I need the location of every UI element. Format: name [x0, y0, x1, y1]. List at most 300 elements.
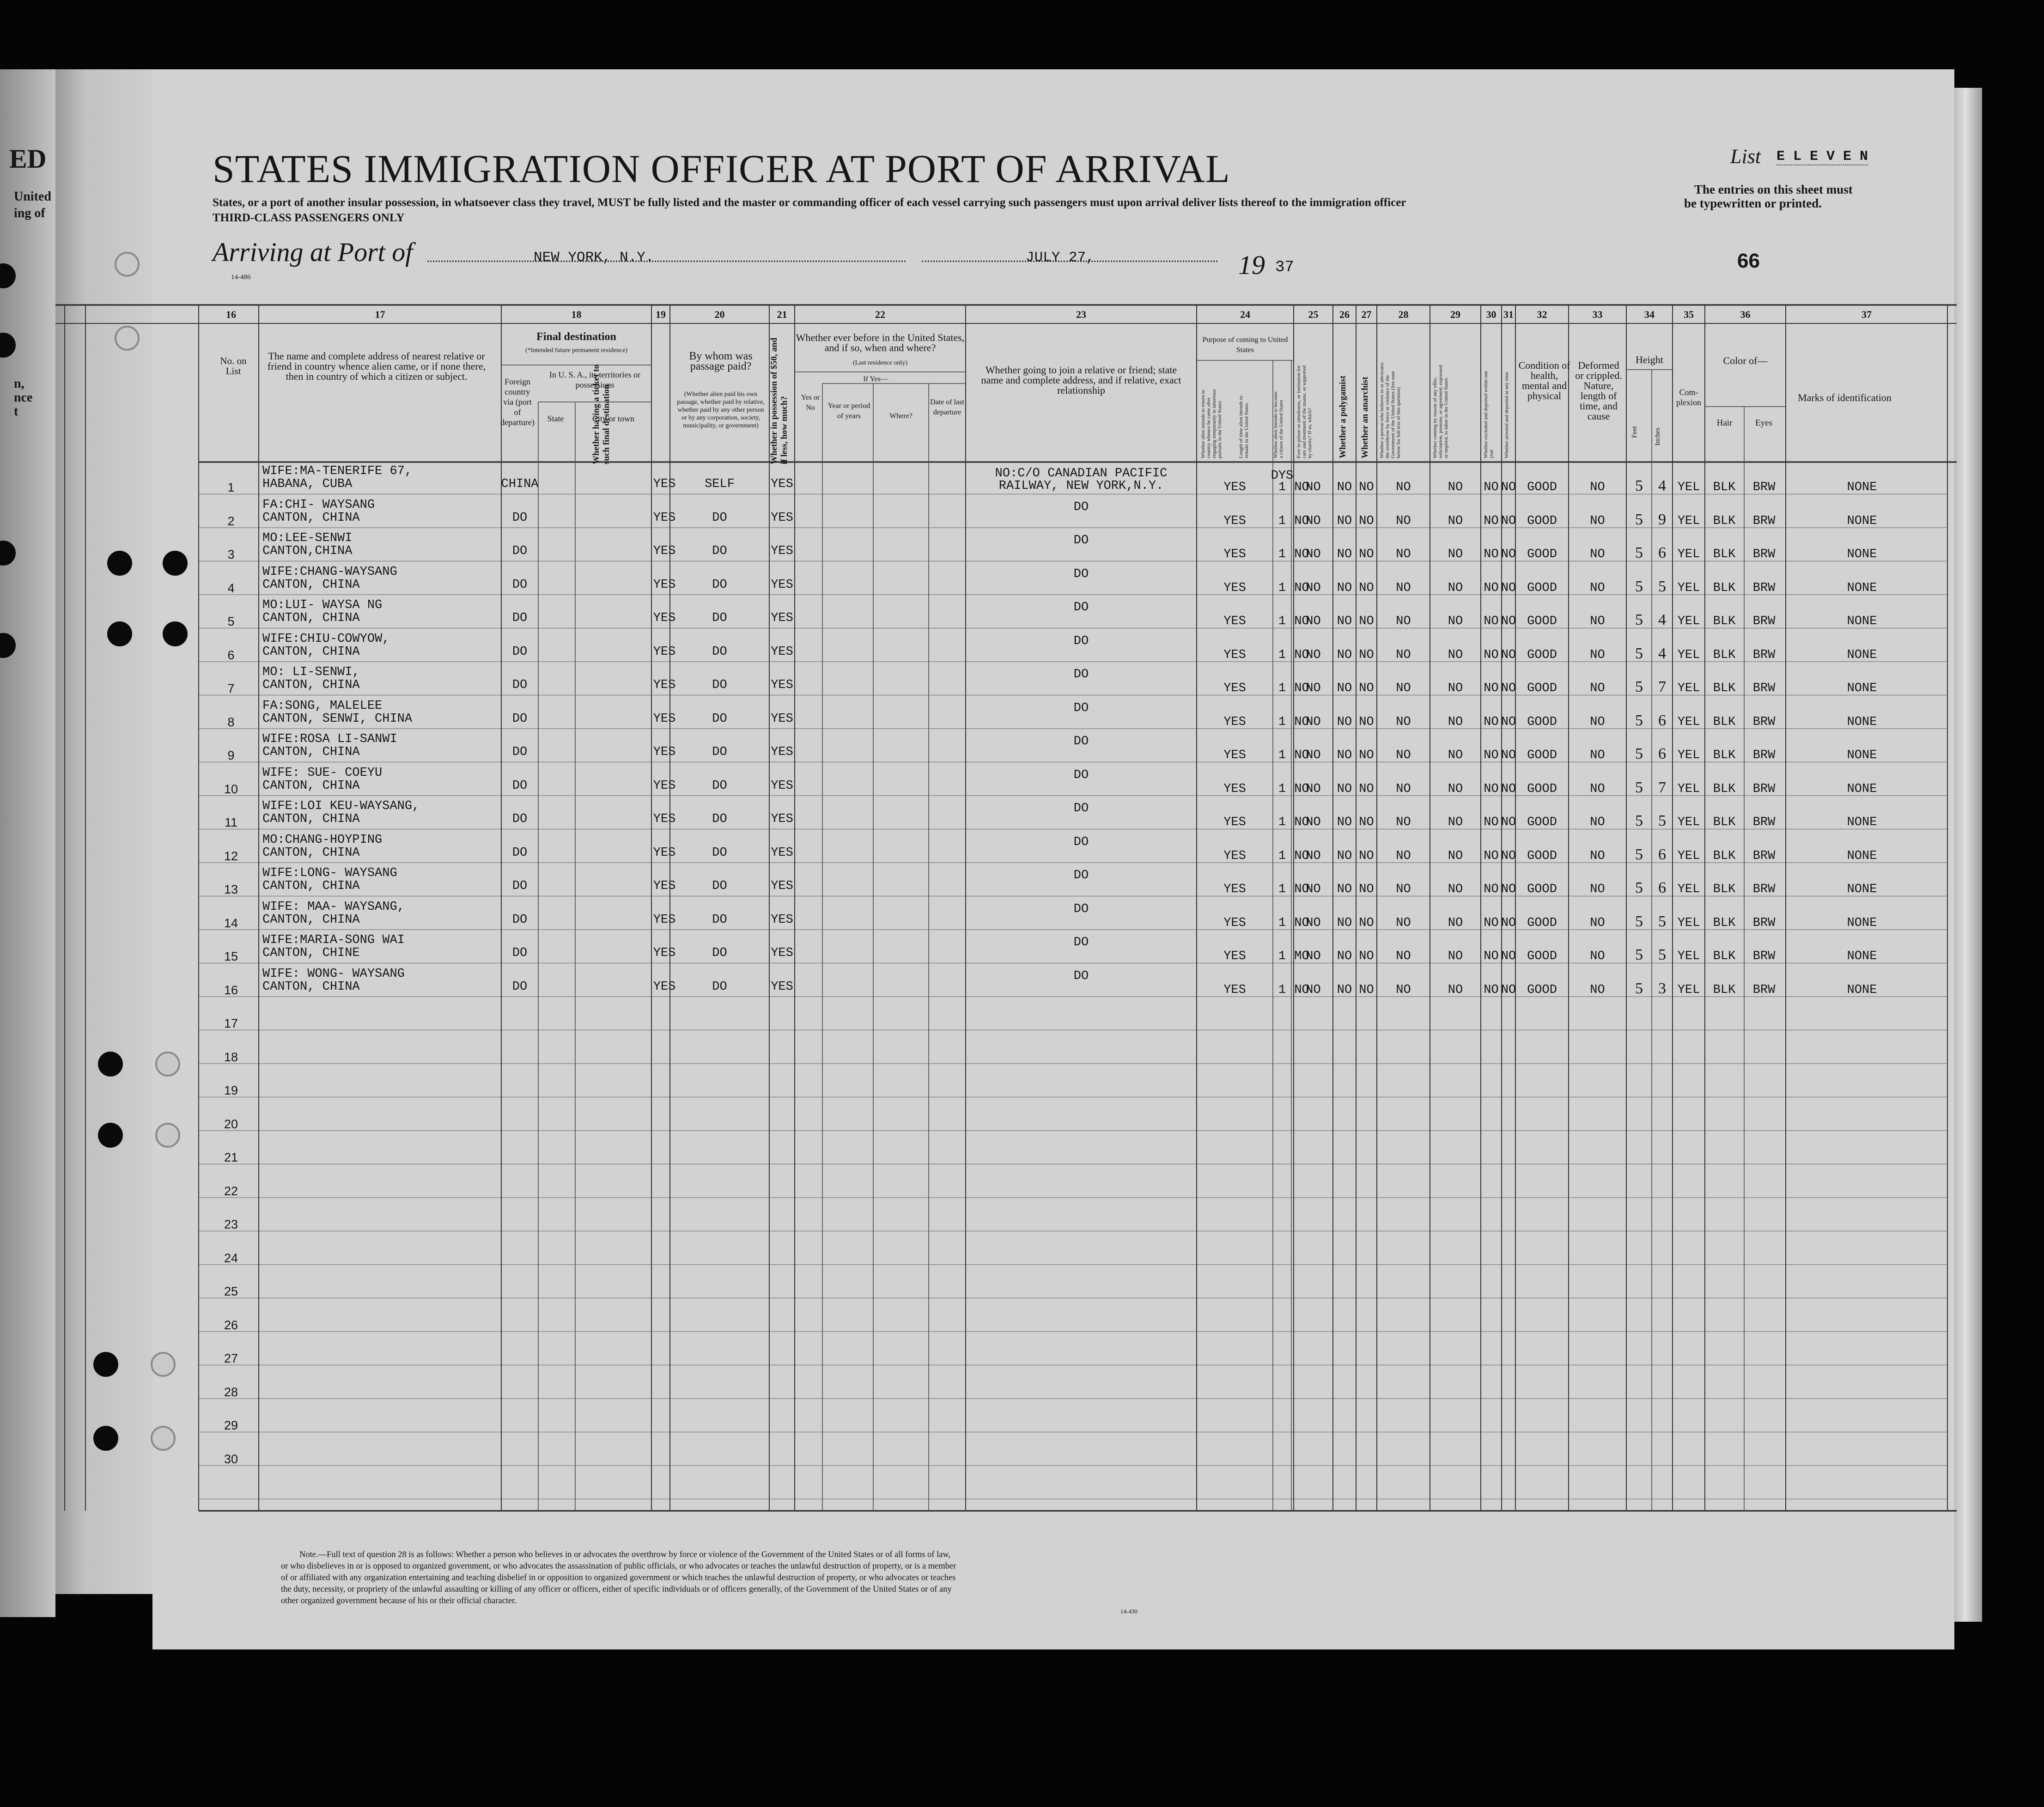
cell-health: GOOD: [1527, 882, 1557, 896]
cell-ticket: YES: [653, 913, 676, 927]
cell-c31: NO: [1501, 681, 1516, 695]
cell-inches: 7: [1658, 678, 1666, 695]
cell-hair: BLK: [1713, 514, 1736, 528]
cell-deformed: NO: [1590, 681, 1605, 695]
cell-p3: NO: [1294, 849, 1309, 863]
cell-c30: NO: [1484, 949, 1499, 963]
left-fragment-text: t: [14, 404, 18, 419]
cell-rel1: FA:SONG, MALELEE: [262, 699, 383, 713]
cell-fifty: YES: [771, 879, 793, 893]
cell-c28: NO: [1396, 882, 1411, 896]
cell-c25: NO: [1306, 748, 1321, 762]
cell-p1: YES: [1223, 548, 1246, 561]
cell-p3: NO: [1294, 514, 1309, 528]
cell-rel2: CANTON, CHINA: [262, 913, 360, 927]
cell-ticket: YES: [653, 745, 676, 759]
cell-p3: NO: [1294, 648, 1309, 662]
footer-note-line: of or affiliated with any organization entertaining and teaching disbelief in or opposition to organized government or which teaches the unlawful destruction of property, or who advocates or teaches: [281, 1573, 956, 1582]
row-number: 26: [224, 1318, 238, 1332]
header-purpose-sub2: Length of time alien intends to remain in the United States: [1238, 395, 1249, 458]
form-code: 14-486: [231, 274, 251, 281]
row-number: 18: [224, 1050, 238, 1064]
cell-c29: NO: [1448, 581, 1463, 595]
cell-rel2: CANTON, CHINA: [262, 846, 360, 860]
header-complexion: Com-plexion: [1676, 388, 1701, 407]
row-number: 14: [224, 916, 238, 930]
cell-health: GOOD: [1527, 849, 1557, 863]
cell-paid: DO: [712, 879, 727, 893]
entries-note: be typewritten or printed.: [1684, 196, 1822, 210]
cell-c29: NO: [1448, 514, 1463, 528]
cell-eyes: BRW: [1752, 681, 1776, 695]
header-col31: Whether arrested and deported at any time: [1504, 372, 1509, 458]
cell-c31: NO: [1501, 548, 1516, 561]
cell-paid: DO: [712, 846, 727, 860]
cell-c27: NO: [1359, 983, 1374, 997]
cell-join1: DO: [1073, 601, 1089, 615]
row-number: 1: [227, 481, 235, 494]
cell-marks: NONE: [1847, 581, 1877, 595]
cell-inches: 6: [1658, 712, 1666, 729]
cell-paid: DO: [712, 578, 727, 592]
cell-rel2: CANTON, CHINA: [262, 511, 360, 525]
cell-c27: NO: [1359, 548, 1374, 561]
cell-hair: BLK: [1713, 681, 1736, 695]
left-fragment-text: ED: [9, 144, 47, 174]
cell-foreign: DO: [512, 678, 528, 692]
cell-c31: NO: [1501, 615, 1516, 628]
header-eyes: Eyes: [1755, 418, 1772, 428]
cell-complexion: YEL: [1677, 748, 1700, 762]
left-fragment-text: United: [14, 189, 51, 204]
cell-deformed: NO: [1590, 648, 1605, 662]
cell-inches: 5: [1658, 578, 1666, 595]
cell-ticket: YES: [653, 511, 676, 525]
cell-c28: NO: [1396, 548, 1411, 561]
cell-hair: BLK: [1713, 648, 1736, 662]
cell-c31: NO: [1501, 748, 1516, 762]
cell-c25: NO: [1306, 548, 1321, 561]
cell-join1: DO: [1073, 701, 1089, 715]
cell-feet: 5: [1635, 846, 1643, 863]
cell-c28: NO: [1396, 983, 1411, 997]
cell-c28: NO: [1396, 748, 1411, 762]
cell-hair: BLK: [1713, 916, 1736, 930]
cell-c29: NO: [1448, 849, 1463, 863]
cell-marks: NONE: [1847, 481, 1877, 494]
cell-c26: NO: [1337, 514, 1352, 528]
cell-c27: NO: [1359, 949, 1374, 963]
cell-fifty: YES: [771, 779, 793, 793]
cell-ticket: YES: [653, 477, 676, 491]
header-purpose-sub1: Whether alien intends to return to country whence he came after engaging temporarily in laborious pursuits in the United States: [1200, 389, 1223, 458]
row-number: 2: [227, 514, 235, 528]
cell-paid: DO: [712, 712, 727, 726]
cell-c26: NO: [1337, 983, 1352, 997]
cell-paid: DO: [712, 980, 727, 994]
cell-hair: BLK: [1713, 949, 1736, 963]
header-state: State: [547, 414, 564, 423]
cell-health: GOOD: [1527, 481, 1557, 494]
cell-inches: 7: [1658, 779, 1666, 796]
header-col25: Ever in prison or almshouse, or institution for care and treatment of the insane, or supported by charity? If so, which?: [1296, 365, 1313, 458]
cell-paid: DO: [712, 544, 727, 558]
column-number: 31: [1503, 309, 1514, 320]
header-no-on-list: No. on List: [220, 355, 247, 377]
cell-rel1: MO:LUI- WAYSA NG: [262, 598, 383, 612]
cell-complexion: YEL: [1677, 681, 1700, 695]
header-ticket: Whether having a ticket to such final destination: [591, 364, 611, 464]
header-condition: Condition of health, mental and physical: [1518, 359, 1570, 402]
cell-ticket: YES: [653, 678, 676, 692]
cell-paid: DO: [712, 511, 727, 525]
cell-complexion: YEL: [1677, 916, 1700, 930]
cell-c30: NO: [1484, 681, 1499, 695]
cell-eyes: BRW: [1752, 715, 1776, 729]
cell-c31: NO: [1501, 715, 1516, 729]
cell-marks: NONE: [1847, 514, 1877, 528]
row-number: 12: [224, 849, 238, 863]
cell-c26: NO: [1337, 949, 1352, 963]
cell-rel2: HABANA, CUBA: [262, 477, 353, 491]
cell-complexion: YEL: [1677, 782, 1700, 796]
header-marks: Marks of identification: [1798, 392, 1892, 403]
subtitle-line: States, or a port of another insular possession, in whatsoever class they travel, MUST be fully listed and the master or commanding officer of each vessel carrying such passengers must upon arrival deliver lists thereof to the immigration officer: [213, 196, 1406, 209]
cell-c30: NO: [1484, 849, 1499, 863]
cell-c31: NO: [1501, 882, 1516, 896]
cell-p2: 1: [1278, 615, 1286, 628]
cell-paid: DO: [712, 779, 727, 793]
cell-c27: NO: [1359, 782, 1374, 796]
cell-foreign: DO: [512, 946, 528, 960]
cell-eyes: BRW: [1752, 882, 1776, 896]
cell-paid: DO: [712, 678, 727, 692]
cell-hair: BLK: [1713, 815, 1736, 829]
header-fifty-dollars: Whether in possession of $50, and if less, how much?: [769, 337, 789, 464]
cell-complexion: YEL: [1677, 648, 1700, 662]
cell-c28: NO: [1396, 815, 1411, 829]
cell-deformed: NO: [1590, 849, 1605, 863]
cell-c30: NO: [1484, 581, 1499, 595]
cell-join1: DO: [1073, 902, 1089, 916]
column-number: 26: [1339, 309, 1350, 320]
cell-eyes: BRW: [1752, 949, 1776, 963]
cell-p1: YES: [1223, 615, 1246, 628]
row-number: 15: [224, 949, 238, 963]
cell-c29: NO: [1448, 949, 1463, 963]
cell-rel2: CANTON, CHINE: [262, 946, 360, 960]
cell-rel1: WIFE: WONG- WAYSANG: [262, 967, 405, 981]
cell-health: GOOD: [1527, 715, 1557, 729]
cell-complexion: YEL: [1677, 849, 1700, 863]
cell-marks: NONE: [1847, 681, 1877, 695]
cell-health: GOOD: [1527, 916, 1557, 930]
header-purpose: Purpose of coming to United States: [1202, 336, 1288, 354]
header-final-destination: Final destination: [536, 331, 616, 343]
cell-rel2: CANTON, CHINA: [262, 779, 360, 793]
cell-complexion: YEL: [1677, 882, 1700, 896]
cell-hair: BLK: [1713, 481, 1736, 494]
cell-c27: NO: [1359, 581, 1374, 595]
cell-p3: NO: [1294, 715, 1309, 729]
cell-join1: NO:C/O CANADIAN PACIFIC: [995, 467, 1168, 481]
cell-marks: NONE: [1847, 748, 1877, 762]
cell-deformed: NO: [1590, 615, 1605, 628]
header-join-relative: Whether going to join a relative or friend; state name and complete address, and if relative, exact relationship: [981, 364, 1181, 396]
cell-c30: NO: [1484, 615, 1499, 628]
cell-hair: BLK: [1713, 615, 1736, 628]
cell-feet: 5: [1635, 511, 1643, 528]
left-fragment-text: n,: [14, 377, 24, 391]
cell-rel2: CANTON, CHINA: [262, 645, 360, 659]
cell-marks: NONE: [1847, 815, 1877, 829]
cell-c30: NO: [1484, 481, 1499, 494]
cell-c30: NO: [1484, 815, 1499, 829]
cell-c26: NO: [1337, 882, 1352, 896]
cell-c29: NO: [1448, 548, 1463, 561]
column-number: 28: [1398, 309, 1409, 320]
cell-join1: DO: [1073, 869, 1089, 882]
cell-fifty: YES: [771, 846, 793, 860]
header-final-destination-note: (*Intended future permanent residence): [525, 347, 628, 354]
cell-inches: 5: [1658, 913, 1666, 930]
cell-health: GOOD: [1527, 615, 1557, 628]
stamp-number: 66: [1737, 249, 1760, 272]
row-number: 7: [227, 681, 235, 695]
cell-rel2: CANTON, CHINA: [262, 678, 360, 692]
column-number: 37: [1862, 309, 1872, 320]
cell-deformed: NO: [1590, 748, 1605, 762]
cell-inches: 6: [1658, 745, 1666, 762]
year-prefix: 19: [1238, 250, 1265, 280]
cell-health: GOOD: [1527, 949, 1557, 963]
cell-p2: 1: [1278, 648, 1286, 662]
cell-c26: NO: [1337, 615, 1352, 628]
column-number: 36: [1740, 309, 1751, 320]
cell-rel1: MO:CHANG-HOYPING: [262, 833, 383, 847]
cell-fifty: YES: [771, 578, 793, 592]
cell-c28: NO: [1396, 949, 1411, 963]
cell-fifty: YES: [771, 812, 793, 826]
cell-marks: NONE: [1847, 983, 1877, 997]
cell-rel2: CANTON, SENWI, CHINA: [262, 712, 413, 726]
cell-marks: NONE: [1847, 715, 1877, 729]
cell-eyes: BRW: [1752, 481, 1776, 494]
cell-c25: NO: [1306, 882, 1321, 896]
cell-p3: NO: [1294, 782, 1309, 796]
cell-c28: NO: [1396, 581, 1411, 595]
cell-c30: NO: [1484, 748, 1499, 762]
cell-c26: NO: [1337, 849, 1352, 863]
cell-p2: 1: [1278, 815, 1286, 829]
cell-inches: 5: [1658, 946, 1666, 963]
cell-p1: YES: [1223, 481, 1246, 494]
cell-c28: NO: [1396, 782, 1411, 796]
header-before-in-us: Whether ever before in the United States, and if so, when and where?: [796, 332, 965, 353]
cell-fifty: YES: [771, 745, 793, 759]
footer-note-line: Note.—Full text of question 28 is as follows: Whether a person who believes in or advocates the overthrow by force or violence of the Government of the United States or of all forms of law,: [299, 1550, 951, 1559]
cell-p1: YES: [1223, 782, 1246, 796]
cell-c30: NO: [1484, 548, 1499, 561]
year-suffix: 37: [1275, 259, 1294, 276]
cell-p3: NO: [1294, 615, 1309, 628]
cell-c29: NO: [1448, 983, 1463, 997]
cell-c25: NO: [1306, 481, 1321, 494]
cell-p2: 1: [1278, 715, 1286, 729]
cell-p3: NO: [1294, 815, 1309, 829]
cell-rel1: MO:LEE-SENWI: [262, 531, 353, 545]
cell-c25: NO: [1306, 916, 1321, 930]
footer-note-line: the duty, necessity, or propriety of the unlawful assaulting or killing of any officer or officers, either of specific individuals or of officers generally, of the Government of the United States or of any: [281, 1585, 952, 1594]
cell-complexion: YEL: [1677, 949, 1700, 963]
row-number: 17: [224, 1016, 238, 1030]
cell-feet: 5: [1635, 678, 1643, 695]
cell-c26: NO: [1337, 916, 1352, 930]
header-feet: Feet: [1631, 426, 1638, 438]
cell-foreign: DO: [512, 812, 528, 826]
port-value: NEW YORK, N.Y.: [534, 249, 654, 266]
cell-p3: NO: [1294, 983, 1309, 997]
cell-fifty: YES: [771, 678, 793, 692]
cell-feet: 5: [1635, 779, 1643, 796]
cell-fifty: YES: [771, 645, 793, 659]
cell-inches: 4: [1658, 645, 1666, 662]
cell-join1: DO: [1073, 534, 1089, 548]
cell-c29: NO: [1448, 882, 1463, 896]
footer-note-line: other organized government because of his or their official character.: [281, 1596, 517, 1606]
cell-rel1: WIFE: MAA- WAYSANG,: [262, 900, 405, 914]
class-note: THIRD-CLASS PASSENGERS ONLY: [213, 212, 405, 224]
column-number: 35: [1684, 309, 1694, 320]
column-number: 20: [714, 309, 725, 320]
row-number: 27: [224, 1351, 238, 1365]
cell-eyes: BRW: [1752, 815, 1776, 829]
cell-p1: YES: [1223, 882, 1246, 896]
column-number: 32: [1537, 309, 1547, 320]
cell-c27: NO: [1359, 715, 1374, 729]
column-number: 33: [1592, 309, 1603, 320]
cell-p2: 1: [1278, 916, 1286, 930]
cell-rel1: WIFE:MARIA-SONG WAI: [262, 933, 405, 947]
cell-rel1: WIFE:MA-TENERIFE 67,: [262, 464, 413, 478]
cell-c30: NO: [1484, 648, 1499, 662]
cell-health: GOOD: [1527, 983, 1557, 997]
cell-c26: NO: [1337, 815, 1352, 829]
cell-foreign: DO: [512, 913, 528, 927]
cell-feet: 5: [1635, 611, 1643, 628]
cell-feet: 5: [1635, 645, 1643, 662]
row-number: 22: [224, 1184, 238, 1198]
cell-c25: NO: [1306, 681, 1321, 695]
cell-ticket: YES: [653, 946, 676, 960]
row-number: 25: [224, 1284, 238, 1298]
cell-c26: NO: [1337, 648, 1352, 662]
cell-rel1: WIFE:LONG- WAYSANG: [262, 866, 397, 880]
row-number: 30: [224, 1452, 238, 1466]
cell-fifty: YES: [771, 946, 793, 960]
cell-paid: DO: [712, 913, 727, 927]
cell-ticket: YES: [653, 812, 676, 826]
row-number: 6: [227, 648, 235, 662]
cell-p2: 1: [1278, 681, 1286, 695]
header-city: City or town: [592, 414, 634, 423]
cell-foreign: DO: [512, 511, 528, 525]
cell-c29: NO: [1448, 681, 1463, 695]
cell-rel2: CANTON,CHINA: [262, 544, 353, 558]
cell-c25: NO: [1306, 514, 1321, 528]
cell-complexion: YEL: [1677, 815, 1700, 829]
column-number: 27: [1361, 309, 1372, 320]
cell-rel1: WIFE:ROSA LI-SANWI: [262, 732, 397, 746]
cell-fifty: YES: [771, 913, 793, 927]
cell-c28: NO: [1396, 681, 1411, 695]
cell-c29: NO: [1448, 815, 1463, 829]
cell-inches: 3: [1658, 980, 1666, 997]
cell-c26: NO: [1337, 681, 1352, 695]
row-number: 23: [224, 1217, 238, 1231]
list-value: E L E V E N: [1776, 149, 1868, 164]
cell-fifty: YES: [771, 544, 793, 558]
cell-c27: NO: [1359, 849, 1374, 863]
header-year-or-period: Year or period of years: [827, 402, 870, 420]
cell-marks: NONE: [1847, 615, 1877, 628]
cell-health: GOOD: [1527, 815, 1557, 829]
cell-inches: 4: [1658, 611, 1666, 628]
cell-marks: NONE: [1847, 882, 1877, 896]
cell-complexion: YEL: [1677, 581, 1700, 595]
cell-c27: NO: [1359, 648, 1374, 662]
cell-c27: NO: [1359, 916, 1374, 930]
cell-ticket: YES: [653, 980, 676, 994]
entries-note: The entries on this sheet must: [1694, 183, 1853, 196]
cell-join1: DO: [1073, 802, 1089, 815]
cell-c26: NO: [1337, 581, 1352, 595]
cell-feet: 5: [1635, 477, 1643, 494]
date-value: JULY 27,: [1026, 249, 1095, 266]
cell-feet: 5: [1635, 745, 1643, 762]
cell-deformed: NO: [1590, 882, 1605, 896]
cell-p3: NO: [1294, 481, 1309, 494]
cell-eyes: BRW: [1752, 581, 1776, 595]
cell-c28: NO: [1396, 849, 1411, 863]
cell-health: GOOD: [1527, 681, 1557, 695]
cell-rel1: MO: LI-SENWI,: [262, 665, 360, 679]
cell-c25: NO: [1306, 983, 1321, 997]
cell-hair: BLK: [1713, 782, 1736, 796]
cell-foreign: DO: [512, 846, 528, 860]
cell-p2: 1: [1278, 782, 1286, 796]
cell-rel2: CANTON, CHINA: [262, 980, 360, 994]
column-number: 16: [226, 309, 236, 320]
row-number: 24: [224, 1251, 238, 1265]
cell-p3: NO: [1294, 581, 1309, 595]
header-inches: Inches: [1654, 427, 1661, 446]
column-number: 30: [1486, 309, 1496, 320]
footer-note-line: or who disbelieves in or is opposed to organized government, or who advocates the assassination of public officials, or who advocates or teaches the unlawful destruction of property, or is a member: [281, 1562, 956, 1571]
cell-p3: NO: [1294, 681, 1309, 695]
column-number: 18: [571, 309, 582, 320]
cell-join1: DO: [1073, 500, 1089, 514]
cell-eyes: BRW: [1752, 782, 1776, 796]
cell-ticket: YES: [653, 879, 676, 893]
cell-ticket: YES: [653, 645, 676, 659]
cell-marks: NONE: [1847, 648, 1877, 662]
cell-inches: 6: [1658, 879, 1666, 896]
cell-c25: NO: [1306, 815, 1321, 829]
cell-ticket: YES: [653, 712, 676, 726]
column-number: 17: [375, 309, 385, 320]
header-in-usa: In U. S. A., its territories or possessions: [549, 370, 640, 389]
